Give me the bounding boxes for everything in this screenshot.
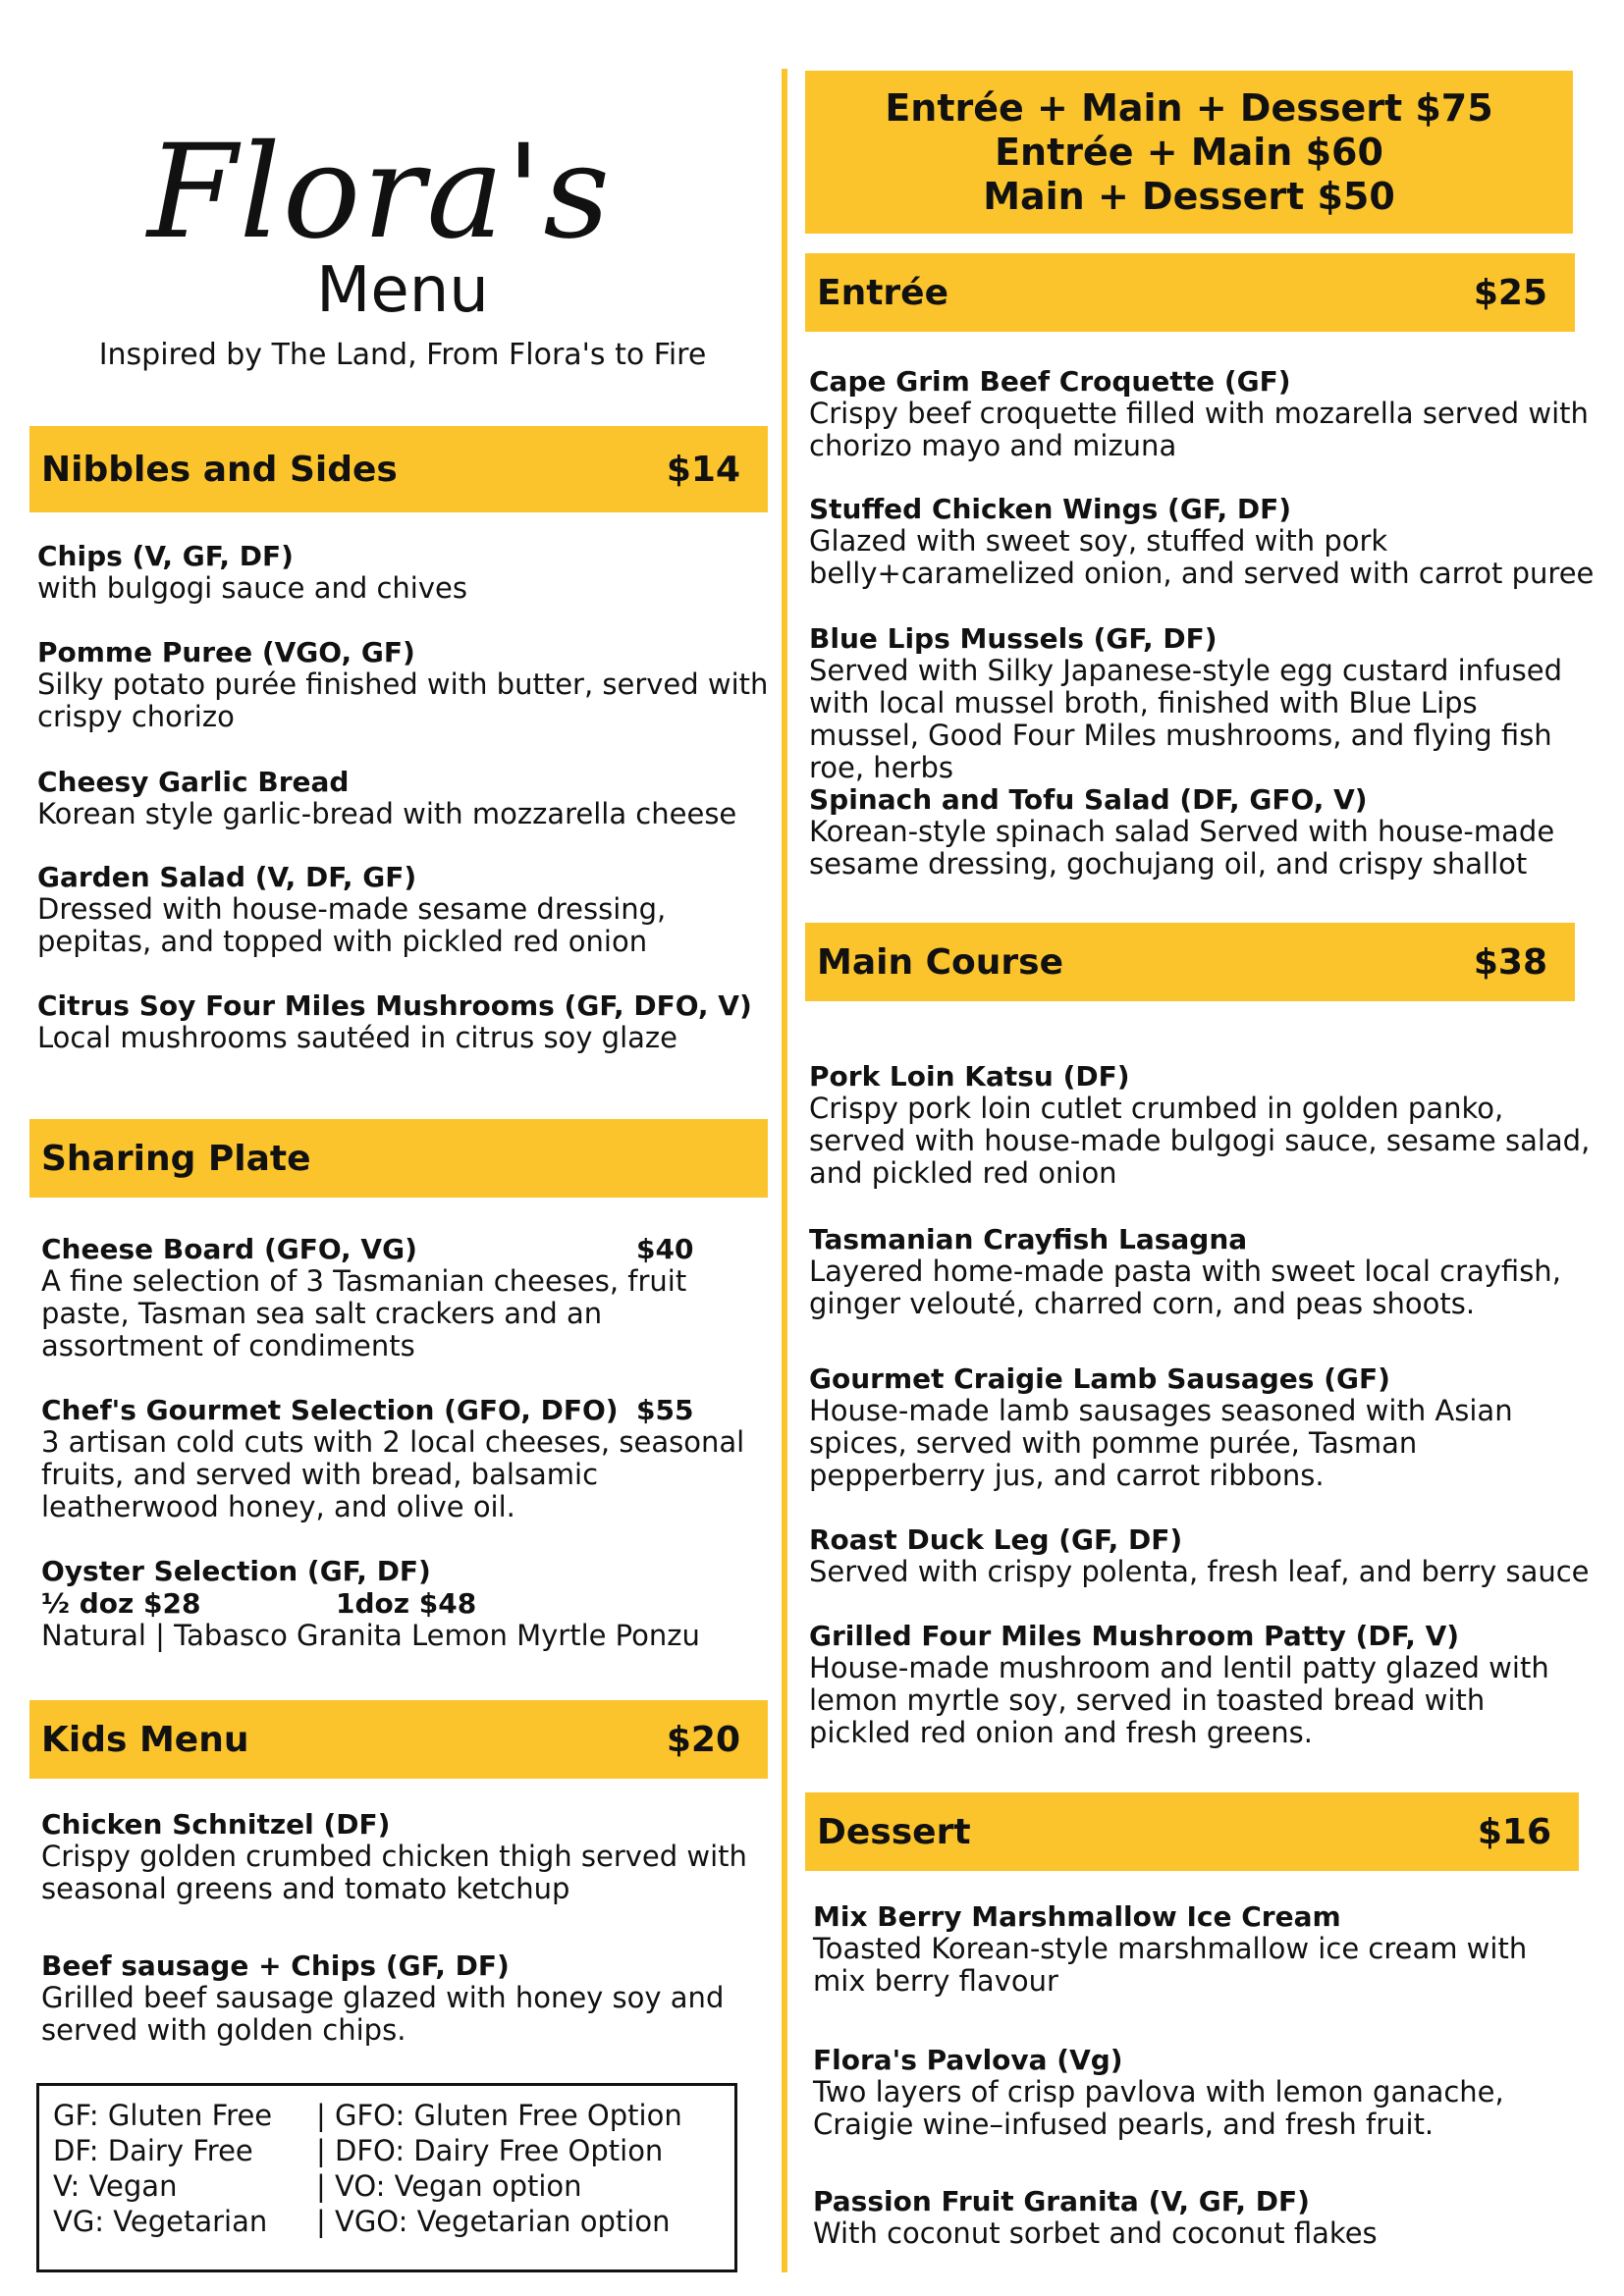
item-desc: Served with Silky Japanese-style egg custard infused with local mussel broth, finished with Blue Lips mussel, Good Four Miles mushrooms, and flying fish roe, herbs — [809, 654, 1562, 784]
section-bar-dessert — [805, 1792, 1579, 1871]
item-desc: 3 artisan cold cuts with 2 local cheeses, seasonal fruits, and served with bread, balsamic leatherwood honey, and olive oil. — [41, 1425, 745, 1523]
item-name: Grilled Four Miles Mushroom Patty (DF, V) — [809, 1620, 1460, 1652]
legend-entry: DF: Dairy Free — [53, 2134, 253, 2167]
item-name: Citrus Soy Four Miles Mushrooms (GF, DFO, V) — [37, 989, 752, 1022]
item-desc: with bulgogi sauce and chives — [37, 571, 467, 605]
legend-entry: | VGO: Vegetarian option — [316, 2205, 671, 2238]
section-title: Dessert — [817, 1811, 971, 1852]
item-name: Cheesy Garlic Bread — [37, 766, 350, 798]
menu-item — [809, 783, 1595, 881]
item-desc: Silky potato purée finished with butter, served with crispy chorizo — [37, 667, 769, 733]
section-title: Main Course — [817, 941, 1063, 983]
item-desc: House-made lamb sausages seasoned with Asian spices, served with pomme purée, Tasman pepperberry jus, and carrot ribbons. — [809, 1394, 1513, 1492]
menu-item — [37, 766, 784, 830]
menu-item — [809, 1223, 1595, 1320]
menu-item — [813, 2044, 1579, 2141]
section-bar-sharing — [29, 1119, 768, 1198]
item-name: Chicken Schnitzel (DF) — [41, 1808, 391, 1841]
item-name: Roast Duck Leg (GF, DF) — [809, 1523, 1183, 1556]
item-desc: Two layers of crisp pavlova with lemon ganache, Craigie wine–infused pearls, and fresh fruit. — [813, 2075, 1504, 2141]
menu-item — [813, 2185, 1579, 2250]
item-price: $40 — [636, 1233, 694, 1265]
section-price: $25 — [1473, 272, 1547, 313]
item-desc: Served with crispy polenta, fresh leaf, and berry sauce — [809, 1555, 1590, 1588]
combo-price: Main + Dessert $50 — [983, 174, 1395, 218]
item-name: Passion Fruit Granita (V, GF, DF) — [813, 2185, 1310, 2217]
menu-item — [809, 1060, 1595, 1190]
column-divider — [782, 69, 787, 2272]
menu-item — [41, 1555, 768, 1652]
menu-item — [37, 989, 784, 1054]
item-desc: Korean-style spinach salad Served with house-made sesame dressing, gochujang oil, and crispy shallot — [809, 815, 1555, 881]
item-name: Blue Lips Mussels (GF, DF) — [809, 622, 1218, 655]
item-desc: Crispy beef croquette filled with mozarella served with chorizo mayo and mizuna — [809, 397, 1589, 462]
item-desc: A fine selection of 3 Tasmanian cheeses, fruit paste, Tasman sea salt crackers and an assortment of condiments — [41, 1264, 687, 1362]
item-name: Spinach and Tofu Salad (DF, GFO, V) — [809, 783, 1368, 816]
legend-entry: | GFO: Gluten Free Option — [316, 2099, 682, 2132]
item-name: Pomme Puree (VGO, GF) — [37, 636, 415, 668]
tagline: Inspired by The Land, From Flora's to Fire — [98, 338, 707, 372]
section-bar-kids — [29, 1700, 768, 1779]
legend-entry: VG: Vegetarian — [53, 2205, 268, 2238]
set-menu-box — [805, 71, 1573, 234]
item-price: 1doz $48 — [336, 1587, 477, 1620]
item-name: Mix Berry Marshmallow Ice Cream — [813, 1900, 1341, 1933]
item-name: Tasmanian Crayfish Lasagna — [809, 1223, 1248, 1255]
section-title: Entrée — [817, 272, 949, 313]
item-desc: Grilled beef sausage glazed with honey soy and served with golden chips. — [41, 1981, 725, 2047]
item-desc: Crispy golden crumbed chicken thigh served with seasonal greens and tomato ketchup — [41, 1840, 747, 1905]
menu-item — [809, 493, 1595, 590]
section-bar-main — [805, 923, 1575, 1001]
section-bar-nibbles — [29, 426, 768, 512]
item-name: Garden Salad (V, DF, GF) — [37, 861, 417, 893]
legend-entry: GF: Gluten Free — [53, 2099, 273, 2132]
item-desc: Layered home-made pasta with sweet local crayfish, ginger velouté, charred corn, and peas shoots. — [809, 1255, 1561, 1320]
menu-item — [41, 1949, 768, 2047]
item-desc: Dressed with house-made sesame dressing, pepitas, and topped with pickled red onion — [37, 892, 667, 958]
item-name: Cape Grim Beef Croquette (GF) — [809, 365, 1291, 398]
item-name: Pork Loin Katsu (DF) — [809, 1060, 1130, 1093]
item-desc: Toasted Korean-style marshmallow ice cream with mix berry flavour — [813, 1932, 1528, 1998]
menu-title: Menu — [316, 254, 489, 327]
combo-price: Entrée + Main + Dessert $75 — [885, 85, 1493, 130]
item-desc: Korean style garlic-bread with mozzarella cheese — [37, 797, 737, 830]
item-name: Stuffed Chicken Wings (GF, DF) — [809, 493, 1291, 525]
section-price: $14 — [666, 449, 740, 490]
dietary-legend — [36, 2083, 737, 2272]
logo: Flora's — [147, 117, 613, 268]
legend-entry: V: Vegan — [53, 2169, 178, 2203]
section-title: Sharing Plate — [41, 1138, 311, 1179]
menu-item — [41, 1394, 768, 1523]
menu-item — [809, 622, 1595, 784]
item-name: Beef sausage + Chips (GF, DF) — [41, 1949, 510, 1982]
section-title: Kids Menu — [41, 1719, 249, 1760]
section-title: Nibbles and Sides — [41, 449, 398, 490]
legend-entry: | VO: Vegan option — [316, 2169, 582, 2203]
item-desc: Natural | Tabasco Granita Lemon Myrtle Ponzu — [41, 1619, 700, 1652]
legend-entry: | DFO: Dairy Free Option — [316, 2134, 664, 2167]
item-desc: House-made mushroom and lentil patty glazed with lemon myrtle soy, served in toasted bread with pickled red onion and fresh greens. — [809, 1651, 1549, 1749]
menu-item — [813, 1900, 1579, 1998]
menu-item — [37, 861, 784, 958]
item-name: Oyster Selection (GF, DF) — [41, 1555, 431, 1587]
item-name: Gourmet Craigie Lamb Sausages (GF) — [809, 1362, 1390, 1395]
menu-item — [41, 1808, 768, 1905]
item-name: Chips (V, GF, DF) — [37, 540, 294, 572]
menu-item — [809, 1620, 1595, 1749]
item-name: Flora's Pavlova (Vg) — [813, 2044, 1123, 2076]
combo-price: Entrée + Main $60 — [995, 130, 1383, 174]
item-price: $55 — [636, 1394, 694, 1426]
item-name: Chef's Gourmet Selection (GFO, DFO) — [41, 1394, 619, 1426]
item-name: Cheese Board (GFO, VG) — [41, 1233, 417, 1265]
menu-item — [809, 365, 1595, 462]
item-price: ½ doz $28 — [41, 1587, 201, 1620]
item-desc: With coconut sorbet and coconut flakes — [813, 2216, 1378, 2250]
item-desc: Crispy pork loin cutlet crumbed in golden panko, served with house-made bulgogi sauce, sesame salad, and pickled red onion — [809, 1092, 1591, 1190]
section-bar-entree — [805, 253, 1575, 332]
item-desc: Glazed with sweet soy, stuffed with pork belly+caramelized onion, and served with carrot puree — [809, 524, 1595, 590]
section-price: $38 — [1473, 941, 1547, 983]
menu-item — [41, 1233, 768, 1362]
section-price: $20 — [666, 1719, 740, 1760]
menu-item — [809, 1523, 1595, 1588]
menu-item — [37, 636, 784, 733]
menu-item — [809, 1362, 1595, 1492]
section-price: $16 — [1477, 1811, 1551, 1852]
menu-item — [37, 540, 784, 605]
item-desc: Local mushrooms sautéed in citrus soy glaze — [37, 1021, 677, 1054]
